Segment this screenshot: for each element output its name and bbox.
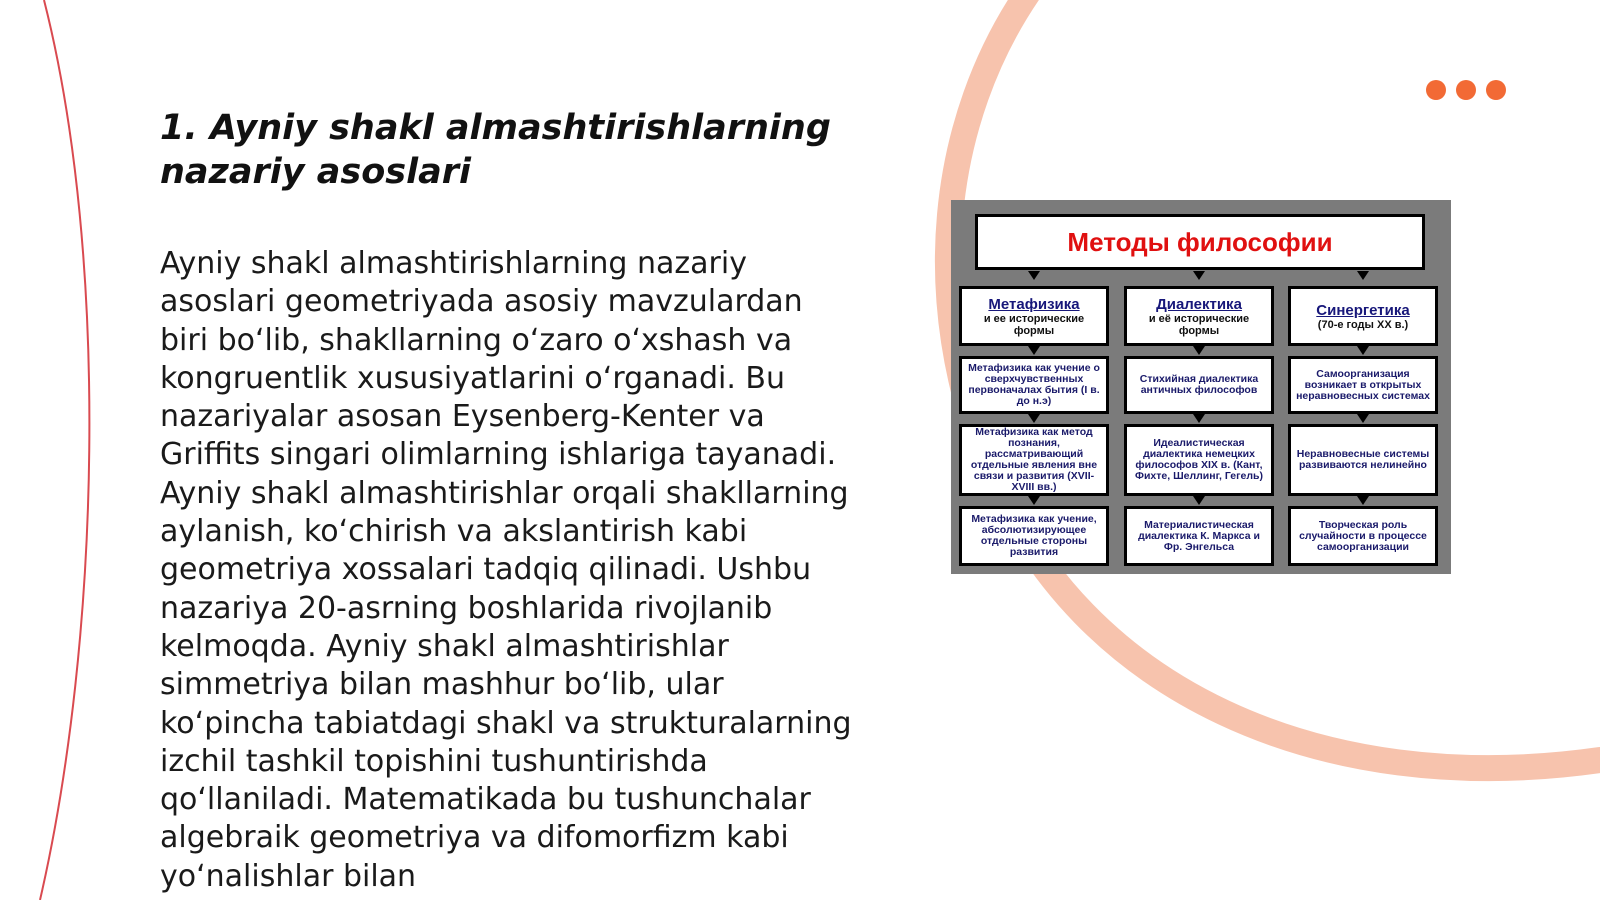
diagram-cell: Самоорганизация возникает в открытых неравновесных системах (1288, 356, 1438, 414)
diagram-header-metaphysics (959, 286, 1109, 346)
arrow-icon (1357, 414, 1369, 423)
diagram-title: Методы философии (975, 214, 1425, 270)
diagram-cell: Метафизика как учение о сверхчувственных первоначалах бытия (I в. до н.э) (959, 356, 1109, 414)
menu-dots (1426, 80, 1506, 100)
arrow-icon (1028, 271, 1040, 280)
slide-body: Ayniy shakl almashtirishlarning nazariy asoslari geometriyada asosiy mavzulardan biri bo‘lib, shakllarning o‘zaro o‘xshash va kongruentlik xususiyatlarini o‘rganadi. Bu nazariyalar asosan Eysenberg-Kenter va Griffits singari olimlarning ishlariga tayanadi. Ayniy shakl almashtirishlar orqali shakllarning aylanish, ko‘chirish va akslantirish kabi geometriya xossalari tadqiq qilinadi. Ushbu nazariya 20-asrning boshlarida rivojlanib kelmoqda. Ayniy shakl almashtirishlar simmetriya bilan mashhur bo‘lib, ular ko‘pincha tabiatdagi shakl va strukturalarning izchil tashkil topishini tushuntirishda qo‘llaniladi. Matematikada bu tushunchalar algebraik geometriya va difomorfizm kabi yo‘nalishlar bilan (160, 246, 852, 894)
arrow-icon (1028, 414, 1040, 423)
philosophy-methods-diagram (951, 200, 1451, 574)
diagram-cell: Метафизика как метод познания, рассматривающий отдельные явления вне связи и развития (XVII-XVIII вв.) (959, 424, 1109, 496)
arrow-icon (1357, 346, 1369, 355)
header-label: Диалектика (1156, 295, 1242, 313)
dot-icon (1486, 80, 1506, 100)
arrow-icon (1028, 496, 1040, 505)
left-red-arc (40, 0, 89, 900)
diagram-cell: Материалистическая диалектика К. Маркса и Фр. Энгельса (1124, 506, 1274, 566)
diagram-header-synergetics (1288, 286, 1438, 346)
arrow-icon (1193, 496, 1205, 505)
diagram-cell: Неравновесные системы развиваются нелинейно (1288, 424, 1438, 496)
arrow-icon (1193, 346, 1205, 355)
arrow-icon (1193, 271, 1205, 280)
arrow-icon (1357, 496, 1369, 505)
dot-icon (1456, 80, 1476, 100)
arrow-icon (1193, 414, 1205, 423)
diagram-cell: Творческая роль случайности в процессе самоорганизации (1288, 506, 1438, 566)
diagram-header-dialectics (1124, 286, 1274, 346)
arrow-icon (1028, 346, 1040, 355)
diagram-cell: Стихийная диалектика античных философов (1124, 356, 1274, 414)
diagram-cell: Идеалистическая диалектика немецких философов XIX в. (Кант, Фихте, Шеллинг, Гегель) (1124, 424, 1274, 496)
arrow-icon (1357, 271, 1369, 280)
diagram-cell: Метафизика как учение, абсолютизирующее отдельные стороны развития (959, 506, 1109, 566)
header-sub: (70-е годы XX в.) (1317, 318, 1409, 331)
dot-icon (1426, 80, 1446, 100)
header-label: Синергетика (1316, 301, 1410, 319)
slide-title: 1. Ayniy shakl almashtirishlarning nazariy asoslari (160, 108, 831, 192)
header-sub: и ее исторические формы (983, 312, 1085, 337)
header-sub: и её исторические формы (1148, 312, 1250, 337)
header-label: Метафизика (988, 295, 1080, 313)
